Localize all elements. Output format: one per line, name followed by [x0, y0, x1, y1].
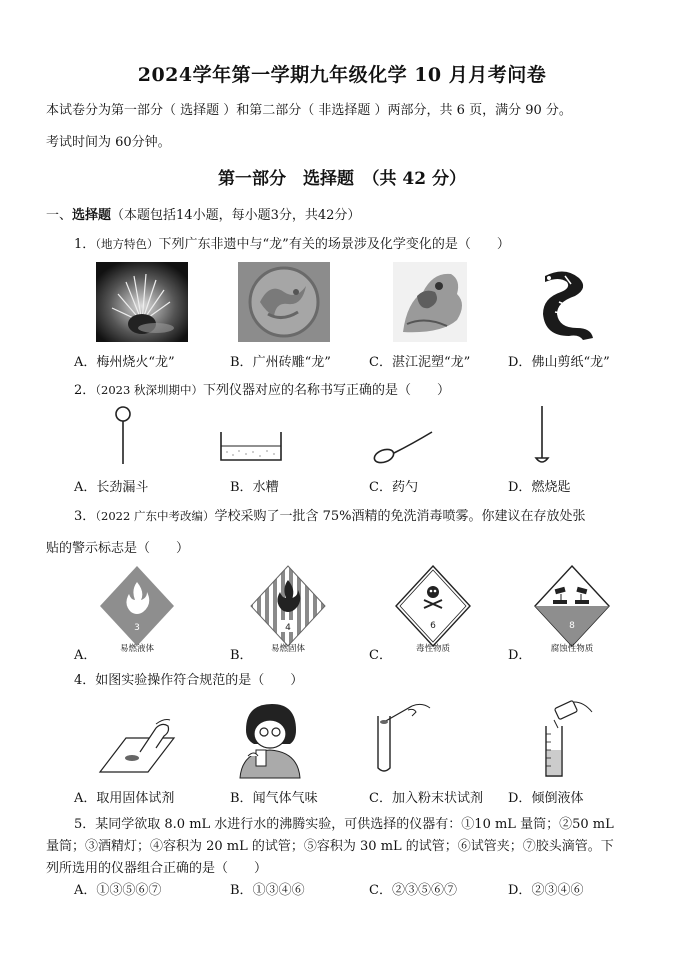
option-letter: D． [508, 791, 532, 806]
option-text: 加入粉末状试剂 [391, 791, 483, 806]
q4-image-add-powder [368, 700, 438, 776]
q1-text: 下列广东非遗中与“龙”有关的场景涉及化学变化的是（ ） [158, 237, 510, 252]
option-text: 长劲漏斗 [96, 480, 149, 495]
q4-image-smell-gas [228, 700, 308, 780]
intro-line-1: 本试卷分为第一部分（ 选择题 ）和第二部分（ 非选择题 ）两部分，共 6 页，满分 90 分。 [46, 103, 572, 118]
option-letter: C． [369, 648, 392, 663]
q2-image-combustion-spoon [530, 404, 554, 468]
part-title: 第一部分 选择题 （共 42 分） [218, 169, 466, 189]
option-text: 倾倒液体 [531, 791, 584, 806]
question-2 [74, 380, 450, 401]
option-text: 药勺 [391, 480, 418, 495]
section-num: 一、 [46, 208, 73, 223]
option-text: 湛江泥塑“龙” [391, 355, 471, 370]
sign-label: 易燃固体 [270, 644, 305, 654]
q1-num: 1． [74, 237, 96, 252]
q3-sign-flammable-solid [249, 564, 327, 654]
question-3 [46, 504, 646, 561]
q2-image-spoon [372, 426, 434, 466]
option-letter: B． [230, 648, 253, 663]
q4-text: 如图实验操作符合规范的是（ ） [95, 673, 304, 688]
q1-option-b[interactable] [230, 351, 331, 370]
q3-text-1: 学校采购了一批含 75%酒精的免洗消毒喷雾。你建议在存放处张 [214, 509, 586, 524]
option-text: ②③⑤⑥⑦ [391, 883, 457, 898]
option-letter: B． [230, 791, 253, 806]
q4-option-d[interactable] [508, 787, 583, 806]
option-text: 广州砖雕“龙” [252, 355, 331, 370]
q3-option-a[interactable] [74, 644, 96, 663]
q3-option-c[interactable] [369, 644, 392, 663]
q4-image-pour-liquid [532, 698, 596, 780]
option-letter: A． [74, 791, 97, 806]
q1-image-fire-dragon [96, 262, 188, 342]
option-text: 闻气体气味 [252, 791, 318, 806]
q5-option-b[interactable] [230, 879, 305, 898]
option-letter: D． [508, 883, 532, 898]
option-letter: D． [508, 355, 532, 370]
q2-image-funnel [108, 404, 138, 466]
q3-sign-corrosive [533, 564, 611, 654]
q1-option-d[interactable] [508, 351, 610, 370]
question-1 [74, 234, 510, 255]
q4-option-b[interactable] [230, 787, 318, 806]
q1-image-papercut-dragon [535, 262, 599, 342]
option-letter: B． [230, 883, 253, 898]
intro-line-2: 考试时间为 60分钟。 [46, 135, 171, 150]
q2-option-b[interactable] [230, 476, 279, 495]
option-text: 燃烧匙 [531, 480, 571, 495]
option-letter: C． [369, 791, 392, 806]
q3-num: 3． [74, 509, 96, 524]
q1-option-c[interactable] [369, 351, 470, 370]
sign-label: 腐蚀性物质 [550, 644, 594, 654]
sign-number: 4 [285, 623, 291, 633]
q5-option-c[interactable] [369, 879, 457, 898]
option-text: ①③⑤⑥⑦ [96, 883, 162, 898]
section-heading [46, 204, 360, 223]
q1-tag: （地方特色） [95, 237, 159, 251]
q1-image-brick-dragon [238, 262, 330, 342]
option-letter: D． [508, 648, 532, 663]
q2-option-d[interactable] [508, 476, 570, 495]
q3-text-2: 贴的警示标志是（ ） [46, 541, 190, 556]
option-letter: C． [369, 883, 392, 898]
q5-option-a[interactable] [74, 879, 161, 898]
option-letter: C． [369, 480, 392, 495]
q4-image-take-solid [96, 706, 176, 780]
q5-option-d[interactable] [508, 879, 583, 898]
option-letter: A． [74, 883, 97, 898]
section-desc: （本题包括14小题，每小题3分，共42分） [111, 208, 361, 223]
option-text: ②③④⑥ [531, 883, 584, 898]
q2-tag: （2023 秋深圳期中） [95, 383, 203, 397]
q4-option-a[interactable] [74, 787, 174, 806]
q5-line-1: 5．某同学欲取 8.0 mL 水进行水的沸腾实验，可供选择的仪器有：①10 mL 量筒；②50 mL [74, 817, 614, 832]
question-4 [74, 671, 303, 691]
option-letter: B． [230, 480, 253, 495]
q3-option-d[interactable] [508, 644, 531, 663]
sign-number: 6 [430, 621, 436, 631]
page-title: 2024学年第一学期九年级化学 10 月月考问卷 [137, 64, 547, 86]
q2-image-water-trough [219, 430, 283, 462]
q2-text: 下列仪器对应的名称书写正确的是（ ） [202, 383, 450, 398]
option-letter: A． [74, 480, 97, 495]
option-letter: D． [508, 480, 532, 495]
q3-sign-toxic [394, 564, 472, 654]
q3-sign-flammable-liquid [98, 564, 176, 654]
option-text: 梅州烧火“龙” [96, 355, 175, 370]
q4-option-c[interactable] [369, 787, 483, 806]
q3-option-b[interactable] [230, 644, 253, 663]
q2-num: 2． [74, 383, 96, 398]
option-text: ①③④⑥ [252, 883, 305, 898]
option-text: 水糟 [252, 480, 279, 495]
option-letter: A． [74, 355, 97, 370]
q2-option-c[interactable] [369, 476, 418, 495]
q5-line-2: 量筒；③酒精灯；④容积为 20 mL 的试管；⑤容积为 30 mL 的试管；⑥试管夹；⑦胶头滴管。下 [46, 839, 614, 854]
option-letter: A． [74, 648, 97, 663]
option-text: 佛山剪纸“龙” [531, 355, 610, 370]
sign-label: 毒性物质 [415, 644, 450, 654]
q4-num: 4． [74, 673, 96, 688]
q1-option-a[interactable] [74, 351, 175, 370]
section-name: 选择题 [72, 208, 112, 223]
q5-line-3: 列所选用的仪器组合正确的是（ ） [46, 861, 268, 876]
option-text: 取用固体试剂 [96, 791, 175, 806]
q2-option-a[interactable] [74, 476, 148, 495]
q1-image-clay-dragon [393, 262, 467, 342]
option-letter: C． [369, 355, 392, 370]
sign-number: 8 [569, 621, 575, 631]
q3-tag: （2022 广东中考改编） [95, 509, 215, 523]
option-letter: B． [230, 355, 253, 370]
sign-label: 易燃液体 [119, 644, 154, 654]
sign-number: 3 [134, 623, 140, 633]
